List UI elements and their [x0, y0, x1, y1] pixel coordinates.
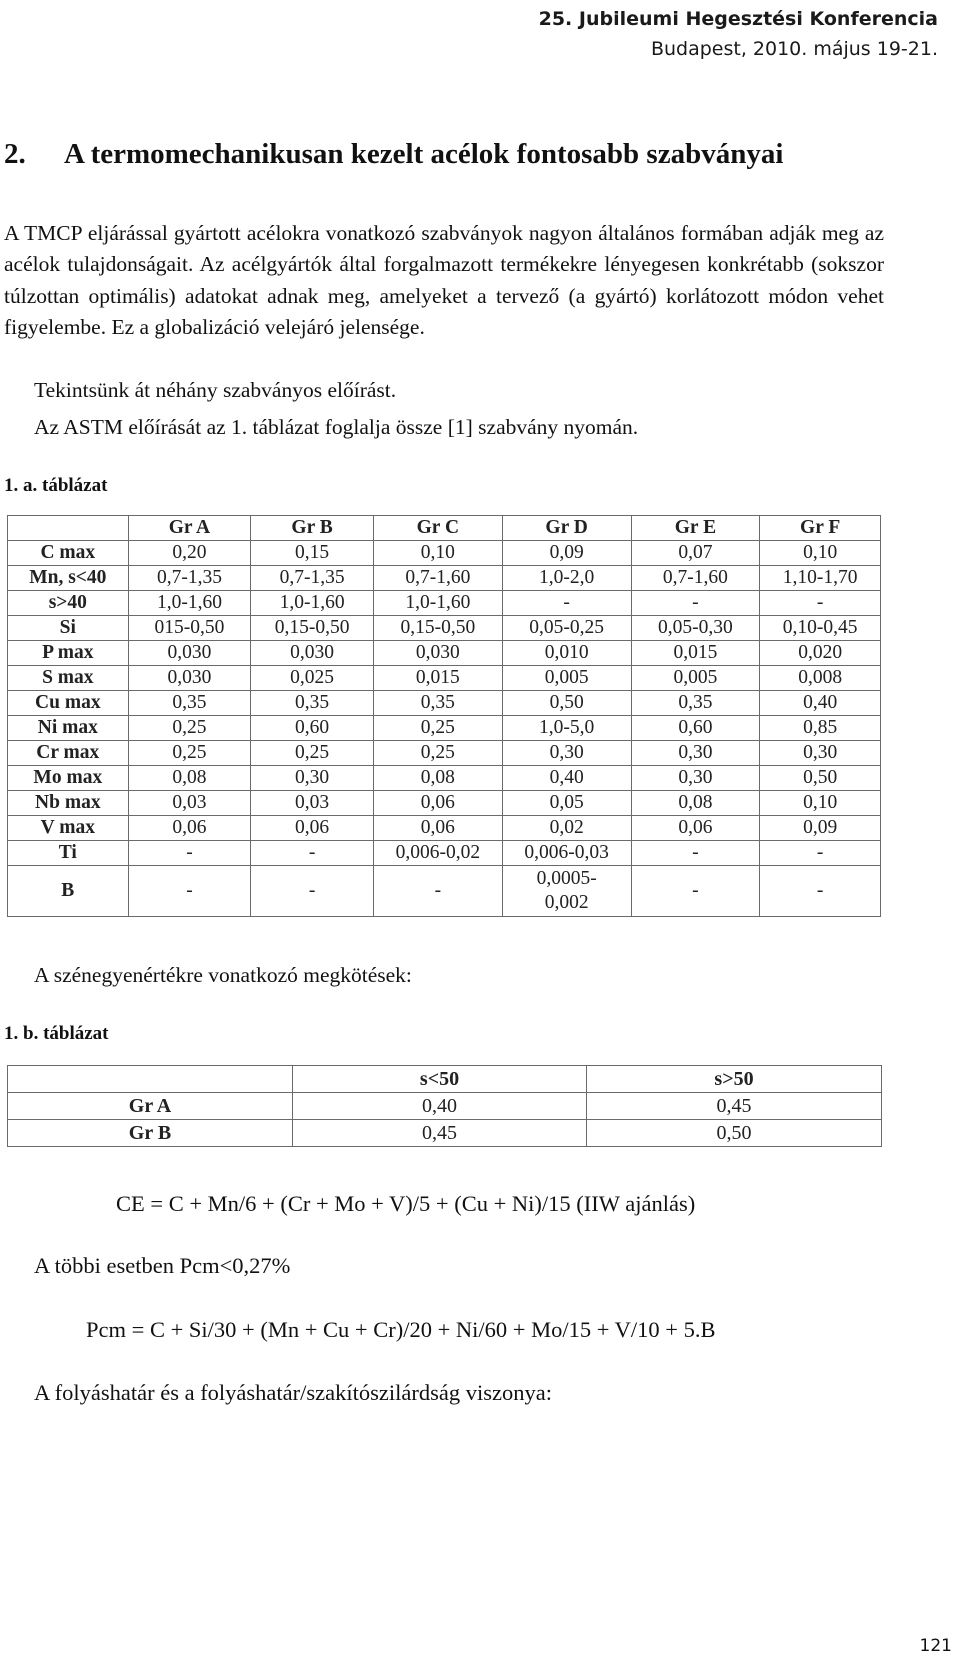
table-row	[8, 1120, 882, 1147]
table-cell: 0,015	[631, 641, 760, 666]
table-cell: 0,50	[760, 766, 881, 791]
table-cell: 0,7-1,35	[128, 566, 251, 591]
section-title: A termomechanikusan kezelt acélok fontosabb szabványai	[64, 138, 784, 170]
table-cell: 0,08	[128, 766, 251, 791]
table-row	[8, 641, 881, 666]
table-cell: 0,35	[128, 691, 251, 716]
table-cell: 0,05-0,30	[631, 616, 760, 641]
row-label: P max	[8, 641, 129, 666]
table-cell: 1,0-2,0	[502, 566, 631, 591]
intro-paragraph: A TMCP eljárással gyártott acélokra vonatkozó szabványok nagyon általános formában adják meg az acélok tulajdonságait. Az acélgyártók által forgalmazott termékekre lényegesen konkrétabb (sokszor túlzottan optimális) adatokat adnak meg, amelyeket a tervező (a gyártó) korlátozott módon vehet figyelembe. Ez a globalizáció velejáró jelensége.	[4, 221, 884, 340]
cell-line: 0,002	[544, 892, 589, 913]
table-cell: -	[631, 841, 760, 866]
table-row	[8, 691, 881, 716]
table-cell: 0,10	[760, 791, 881, 816]
table-cell: 0,40	[760, 691, 881, 716]
table-row	[8, 1093, 882, 1120]
table-cell: -	[631, 591, 760, 616]
table-cell: 0,05	[502, 791, 631, 816]
table-cell: 0,06	[373, 791, 502, 816]
table-cell: 0,40	[293, 1093, 587, 1120]
intro-line-2: Az ASTM előírását az 1. táblázat foglalja össze [1] szabvány nyomán.	[34, 415, 639, 439]
intro-line-1: Tekintsünk át néhány szabványos előírást.	[34, 378, 397, 402]
ce-formula: CE = C + Mn/6 + (Cr + Mo + V)/5 + (Cu + Ni)/15 (IIW ajánlás)	[116, 1191, 696, 1216]
table-cell: 0,7-1,60	[631, 566, 760, 591]
row-label: s>40	[8, 591, 129, 616]
table-cell: 0,20	[128, 541, 251, 566]
row-label: Mn, s<40	[8, 566, 129, 591]
table-cell: 0,45	[293, 1120, 587, 1147]
table-cell: 0,25	[373, 741, 502, 766]
table-b-caption: 1. b. táblázat	[4, 1023, 109, 1044]
table-row	[8, 541, 881, 566]
table-cell: 0,35	[631, 691, 760, 716]
carbon-equivalent-text: A szénegyenértékre vonatkozó megkötések:	[34, 963, 412, 987]
table-row	[8, 566, 881, 591]
table-cell: 0,35	[373, 691, 502, 716]
table-cell: 0,06	[631, 816, 760, 841]
table-cell: 0,020	[760, 641, 881, 666]
header-cell: s<50	[293, 1066, 587, 1093]
table-cell: 1,0-5,0	[502, 716, 631, 741]
section-number: 2.	[4, 138, 26, 170]
header-cell: Gr E	[631, 516, 760, 541]
table-cell: 0,10	[373, 541, 502, 566]
table-cell: 0,35	[251, 691, 374, 716]
table-cell: 0,25	[128, 741, 251, 766]
table-cell: 0,025	[251, 666, 374, 691]
table-cell: 0,25	[373, 716, 502, 741]
table-cell: 0,06	[128, 816, 251, 841]
table-row	[8, 591, 881, 616]
table-header-row	[8, 516, 881, 541]
table-cell: -	[251, 866, 374, 917]
conference-place-date: Budapest, 2010. május 19-21.	[650, 38, 938, 60]
table-row	[8, 866, 881, 917]
page-number: 121	[919, 1636, 952, 1656]
row-label: Gr A	[8, 1093, 293, 1120]
table-header-row	[8, 1066, 882, 1093]
table-cell: 0,25	[128, 716, 251, 741]
table-cell: 0,08	[631, 791, 760, 816]
table-row	[8, 766, 881, 791]
table-cell: 0,60	[251, 716, 374, 741]
table-cell: 0,005	[502, 666, 631, 691]
table-cell: 0,15-0,50	[373, 616, 502, 641]
table-cell: 0,09	[502, 541, 631, 566]
yield-ratio-text: A folyáshatár és a folyáshatár/szakítószilárdság viszonya:	[34, 1380, 552, 1405]
header-cell: Gr A	[128, 516, 251, 541]
table-cell: 0,010	[502, 641, 631, 666]
table-cell: 0,030	[128, 641, 251, 666]
header-cell: Gr D	[502, 516, 631, 541]
table-row	[8, 791, 881, 816]
conference-title: 25. Jubileumi Hegesztési Konferencia	[538, 8, 938, 30]
row-label: Nb max	[8, 791, 129, 816]
table-cell: -	[128, 866, 251, 917]
table-cell: 015-0,50	[128, 616, 251, 641]
section-heading	[4, 136, 783, 172]
table-cell: 0,06	[251, 816, 374, 841]
carbon-equivalent-table	[7, 1065, 882, 1147]
row-label: Cr max	[8, 741, 129, 766]
table-row	[8, 816, 881, 841]
table-cell: 0,006-0,03	[502, 841, 631, 866]
table-cell: 0,40	[502, 766, 631, 791]
table-cell: 0,7-1,60	[373, 566, 502, 591]
table-cell: 0,05-0,25	[502, 616, 631, 641]
table-cell: 0,09	[760, 816, 881, 841]
table-cell: -	[373, 866, 502, 917]
table-cell	[502, 866, 631, 917]
header-cell	[8, 1066, 293, 1093]
row-label: Ti	[8, 841, 129, 866]
table-cell: 1,0-1,60	[373, 591, 502, 616]
table-cell: 0,30	[631, 741, 760, 766]
header-cell	[8, 516, 129, 541]
table-cell: 0,07	[631, 541, 760, 566]
table-cell: 0,015	[373, 666, 502, 691]
table-a-caption: 1. a. táblázat	[4, 475, 108, 496]
header-cell: Gr F	[760, 516, 881, 541]
table-cell: 0,10	[760, 541, 881, 566]
table-cell: 0,30	[760, 741, 881, 766]
table-cell: 1,10-1,70	[760, 566, 881, 591]
table-cell: 0,7-1,35	[251, 566, 374, 591]
table-cell: 0,006-0,02	[373, 841, 502, 866]
table-cell: 0,10-0,45	[760, 616, 881, 641]
row-label: V max	[8, 816, 129, 841]
table-cell: 0,50	[587, 1120, 882, 1147]
table-cell: 0,030	[251, 641, 374, 666]
table-cell: 0,50	[502, 691, 631, 716]
table-cell: 0,03	[128, 791, 251, 816]
page-header	[539, 4, 938, 64]
table-cell: -	[760, 591, 881, 616]
table-cell: 0,45	[587, 1093, 882, 1120]
table-cell: 0,60	[631, 716, 760, 741]
table-row	[8, 716, 881, 741]
table-cell: 1,0-1,60	[251, 591, 374, 616]
row-label: Mo max	[8, 766, 129, 791]
row-label: Ni max	[8, 716, 129, 741]
table-cell: -	[760, 866, 881, 917]
table-cell: 0,06	[373, 816, 502, 841]
row-label: Gr B	[8, 1120, 293, 1147]
table-cell: 0,85	[760, 716, 881, 741]
table-cell: -	[760, 841, 881, 866]
header-cell: Gr C	[373, 516, 502, 541]
cell-line: 0,0005-	[536, 868, 597, 889]
table-cell: 0,008	[760, 666, 881, 691]
row-label: Cu max	[8, 691, 129, 716]
row-label: C max	[8, 541, 129, 566]
row-label: S max	[8, 666, 129, 691]
row-label: Si	[8, 616, 129, 641]
table-cell: 0,02	[502, 816, 631, 841]
table-cell: 0,005	[631, 666, 760, 691]
table-cell: -	[631, 866, 760, 917]
table-cell: 1,0-1,60	[128, 591, 251, 616]
table-row	[8, 741, 881, 766]
table-cell: 0,08	[373, 766, 502, 791]
table-cell: 0,03	[251, 791, 374, 816]
table-cell: 0,15-0,50	[251, 616, 374, 641]
pcm-formula: Pcm = C + Si/30 + (Mn + Cu + Cr)/20 + Ni/60 + Mo/15 + V/10 + 5.B	[86, 1317, 716, 1342]
table-row	[8, 841, 881, 866]
table-cell: 0,25	[251, 741, 374, 766]
header-cell: Gr B	[251, 516, 374, 541]
other-cases-text: A többi esetben Pcm<0,27%	[34, 1253, 291, 1278]
table-row	[8, 666, 881, 691]
table-cell: -	[128, 841, 251, 866]
header-cell: s>50	[587, 1066, 882, 1093]
table-cell: -	[251, 841, 374, 866]
table-cell: 0,30	[502, 741, 631, 766]
table-cell: 0,030	[128, 666, 251, 691]
row-label: B	[8, 866, 129, 917]
table-cell: 0,30	[631, 766, 760, 791]
table-row	[8, 616, 881, 641]
astm-composition-table	[7, 515, 881, 917]
table-cell: 0,15	[251, 541, 374, 566]
table-cell: 0,30	[251, 766, 374, 791]
table-cell: 0,030	[373, 641, 502, 666]
table-cell: -	[502, 591, 631, 616]
